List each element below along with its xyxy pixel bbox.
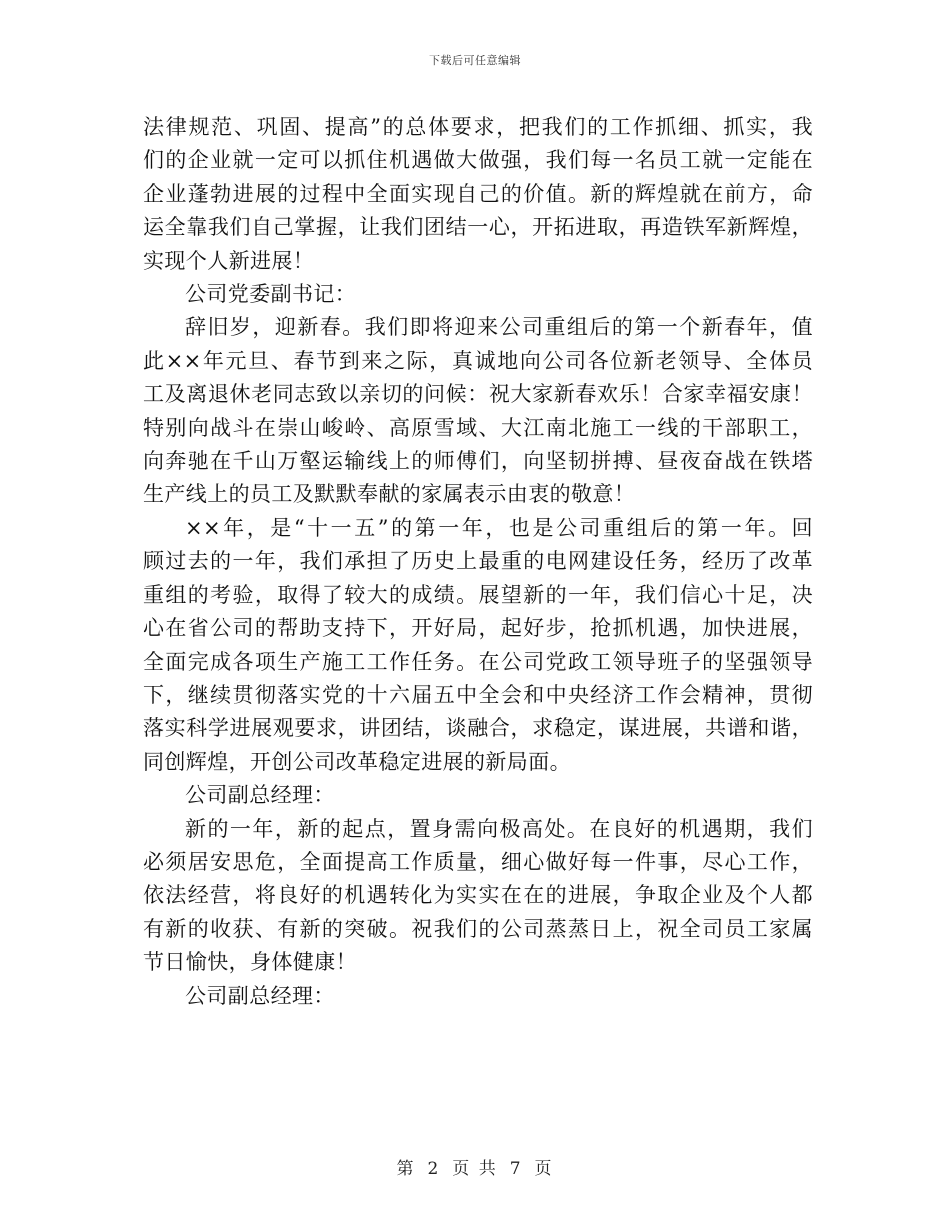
document-body bbox=[143, 111, 813, 1013]
paragraph bbox=[143, 512, 813, 779]
text-line: 全面完成各项生产施工工作任务。在公司党政工领导班子的坚强领导 bbox=[143, 649, 813, 674]
text-line: 生产线上的员工及默默奉献的家属表示由衷的敬意！ bbox=[143, 482, 636, 507]
text-line: 必须居安思危，全面提高工作质量，细心做好每一件事，尽心工作， bbox=[143, 849, 813, 874]
text-line: 实现个人新进展！ bbox=[143, 248, 315, 273]
paragraph bbox=[143, 813, 813, 980]
text-line: 公司副总经理： bbox=[185, 983, 335, 1008]
paragraph-continuation bbox=[143, 111, 813, 278]
page-number-footer bbox=[0, 1154, 950, 1179]
text-line: 辞旧岁，迎新春。我们即将迎来公司重组后的第一个新春年，值 bbox=[185, 315, 813, 340]
total-page-count: 7 bbox=[509, 1159, 523, 1179]
text-line: 公司副总经理： bbox=[185, 783, 335, 808]
footer-suffix: 页 bbox=[534, 1159, 554, 1179]
text-line: 公司党委副书记： bbox=[185, 282, 357, 307]
text-line: 同创辉煌，开创公司改革稳定进展的新局面。 bbox=[143, 749, 571, 774]
page-header-note: 下载后可任意编辑 bbox=[429, 54, 521, 67]
current-page-number: 2 bbox=[427, 1159, 441, 1179]
text-line: ××年，是“十一五”的第一年，也是公司重组后的第一年。回 bbox=[185, 515, 813, 540]
text-line: 落实科学进展观要求，讲团结，谈融合，求稳定，谋进展，共谱和谐， bbox=[143, 716, 813, 741]
text-line: 此××年元旦、春节到来之际，真诚地向公司各位新老领导、全体员 bbox=[143, 348, 813, 373]
footer-prefix: 第 bbox=[396, 1159, 416, 1179]
text-line: 们的企业就一定可以抓住机遇做大做强，我们每一名员工就一定能在 bbox=[143, 148, 813, 173]
text-line: 心在省公司的帮助支持下，开好局，起好步，抢抓机遇，加快进展， bbox=[143, 616, 813, 641]
text-line: 企业蓬勃进展的过程中全面实现自己的价值。新的辉煌就在前方，命 bbox=[143, 181, 813, 206]
text-line: 依法经营，将良好的机遇转化为实实在在的进展，争取企业及个人都 bbox=[143, 883, 813, 908]
text-line: 工及离退休老同志致以亲切的问候：祝大家新春欢乐！合家幸福安康！ bbox=[143, 382, 813, 407]
speaker-heading bbox=[143, 278, 813, 311]
text-line: 运全靠我们自己掌握，让我们团结一心，开拓进取，再造铁军新辉煌， bbox=[143, 215, 813, 240]
text-line: 有新的收获、有新的突破。祝我们的公司蒸蒸日上，祝全司员工家属 bbox=[143, 916, 813, 941]
text-line: 顾过去的一年，我们承担了历史上最重的电网建设任务，经历了改革 bbox=[143, 549, 813, 574]
speaker-heading bbox=[143, 980, 813, 1013]
text-line: 新的一年，新的起点，置身需向极高处。在良好的机遇期，我们 bbox=[185, 816, 813, 841]
speaker-heading bbox=[143, 779, 813, 812]
text-line: 重组的考验，取得了较大的成绩。展望新的一年，我们信心十足，决 bbox=[143, 582, 813, 607]
text-line: 下，继续贯彻落实党的十六届五中全会和中央经济工作会精神，贯彻 bbox=[143, 682, 813, 707]
text-line: 特别向战斗在崇山峻岭、高原雪域、大江南北施工一线的干部职工， bbox=[143, 415, 813, 440]
text-line: 节日愉快，身体健康！ bbox=[143, 950, 357, 975]
text-line: 法律规范、巩固、提高”的总体要求，把我们的工作抓细、抓实，我 bbox=[143, 115, 813, 139]
footer-middle: 页 共 bbox=[452, 1159, 498, 1179]
text-line: 向奔驰在千山万壑运输线上的师傅们，向坚韧拼搏、昼夜奋战在铁塔 bbox=[143, 449, 813, 474]
paragraph bbox=[143, 311, 813, 511]
